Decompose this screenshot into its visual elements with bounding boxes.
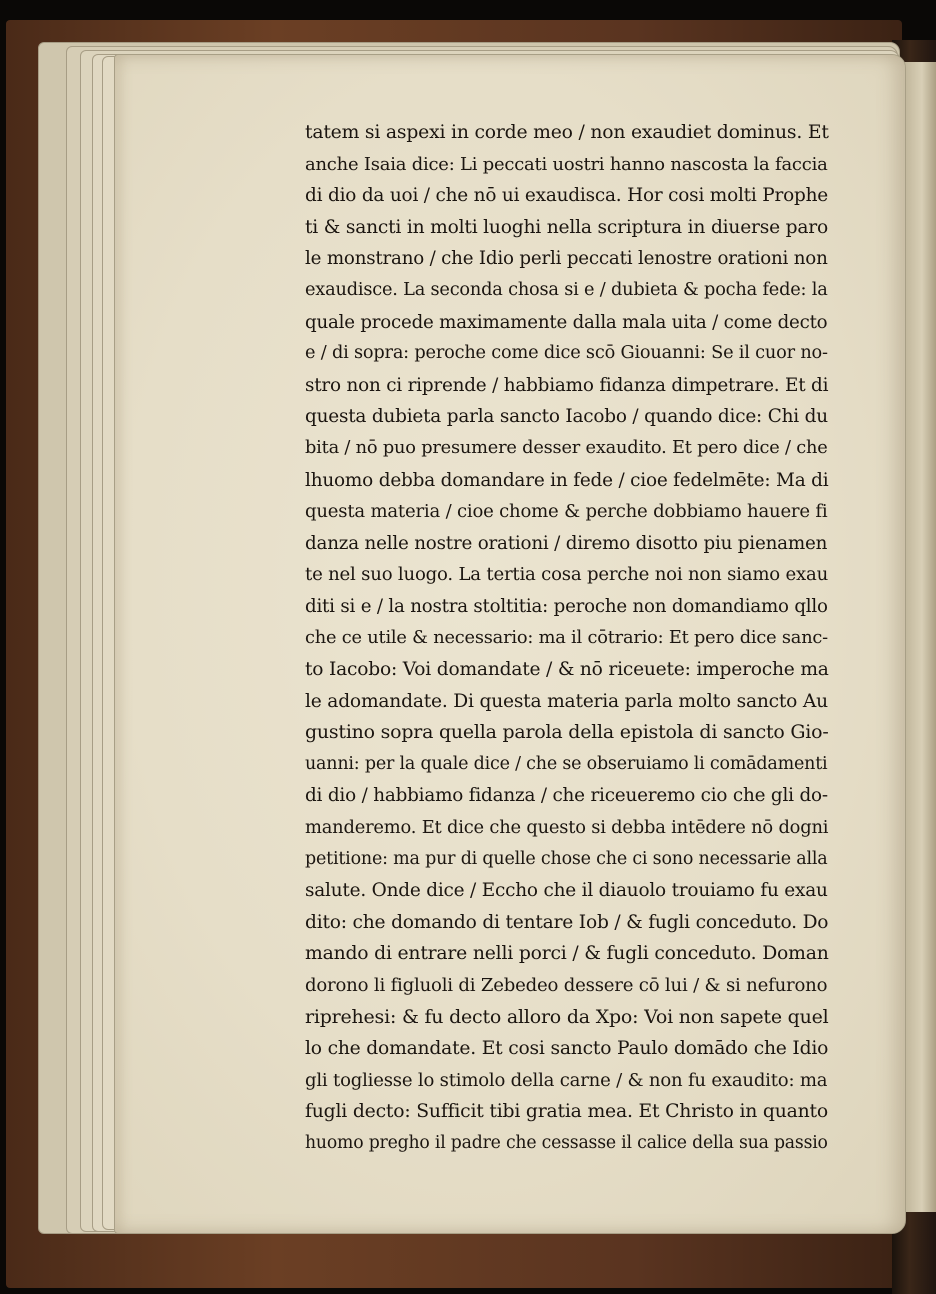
text-line: questa dubieta parla sancto Iacobo / quando dice: Chi du [305,406,828,428]
text-line: e / di sopra: peroche come dice scō Giouanni: Se il cuor no- [305,343,828,364]
text-line: exaudisce. La seconda chosa si e / dubieta & pocha fede: la [305,279,828,300]
text-line: gli togliesse lo stimolo della carne / & non fu exaudito: ma [305,1069,828,1091]
text-line: dorono li figluoli di Zebedeo dessere cō lui / & si nefurono [305,975,828,997]
text-line: bita / nō puo presumere desser exaudito. Et pero dice / che [305,437,828,458]
text-line: stro non ci riprende / habbiamo fidanza dimpetrare. Et di [305,374,829,396]
text-line: te nel suo luogo. La tertia cosa perche noi non siamo exau [305,564,829,586]
text-line: le monstrano / che Idio perli peccati lenostre orationi non [305,248,828,270]
text-line: lo che domandate. Et cosi sancto Paulo domādo che Idio [305,1038,829,1060]
text-line: di dio da uoi / che nō ui exaudisca. Hor cosi molti Prophe [305,185,828,207]
text-line: salute. Onde dice / Eccho che il diauolo trouiamo fu exau [305,880,828,902]
text-line: ti & sancti in molti luoghi nella scriptura in diuerse paro [305,216,828,238]
text-line: petitione: ma pur di quelle chose che ci sono necessarie alla [305,848,828,869]
text-line: dito: che domando di tentare Iob / & fugli conceduto. Do [305,911,829,933]
text-line: uanni: per la quale dice / che se obseruiamo li comādamenti [305,753,828,774]
text-line: mando di entrare nelli porci / & fugli conceduto. Doman [305,943,829,965]
text-line: quale procede maximamente dalla mala uita / come decto [305,311,828,333]
text-block [305,117,835,1160]
text-line: tatem si aspexi in corde meo / non exaudiet dominus. Et [305,122,829,143]
text-line: diti si e / la nostra stoltitia: peroche non domandiamo qllo [305,595,828,617]
text-line: to Iacobo: Voi domandate / & nō riceuete: imperoche ma [305,659,829,681]
text-line: di dio / habbiamo fidanza / che riceueremo cio che gli do- [305,785,828,807]
text-line: riprehesi: & fu decto alloro da Xpo: Voi non sapete quel [305,1005,829,1028]
text-line: huomo pregho il padre che cessasse il calice della sua passio [305,1133,828,1153]
text-line: che ce utile & necessario: ma il cōtrario: Et pero dice sanc- [305,627,828,648]
text-line: danza nelle nostre orationi / diremo disotto piu pienamen [305,532,828,554]
text-line: gustino sopra quella parola della epistola di sancto Gio- [305,721,829,744]
text-line: lhuomo debba domandare in fede / cioe fedelmēte: Ma di [305,469,829,491]
text-line: le adomandate. Di questa materia parla molto sancto Au [305,690,828,712]
text-line: questa materia / cioe chome & perche dobbiamo hauere fi [305,501,828,523]
text-line: anche Isaia dice: Li peccati uostri hanno nascosta la faccia [305,153,828,175]
text-line: manderemo. Et dice che questo si debba intēdere nō dogni [305,817,829,839]
text-line: fugli decto: Sufficit tibi gratia mea. Et Christo in quanto [305,1101,828,1123]
